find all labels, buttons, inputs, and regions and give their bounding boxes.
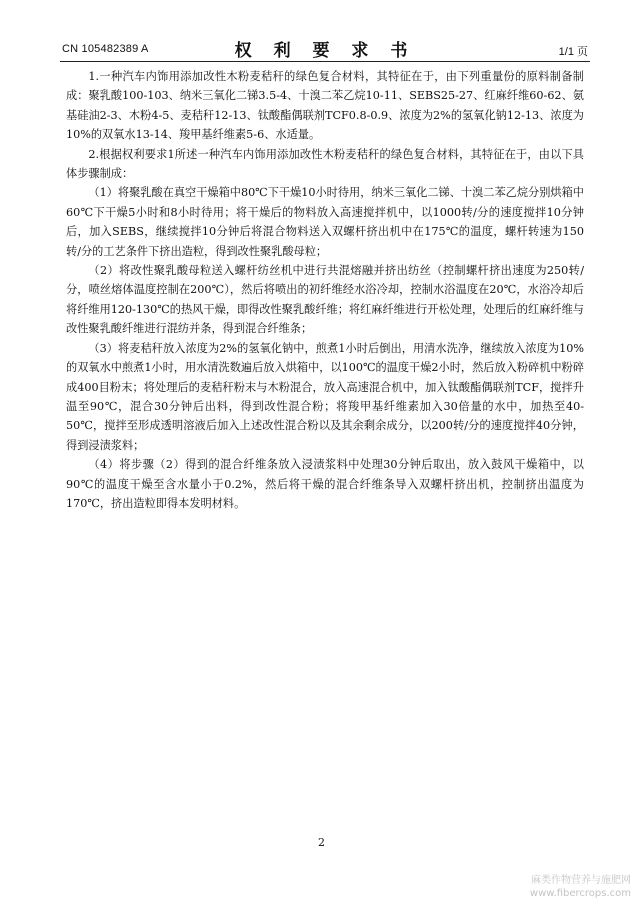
watermark-site-name: 麻类作物营养与施肥网 [531, 875, 631, 886]
page-header [60, 36, 590, 60]
claim-2: 2.根据权利要求1所述一种汽车内饰用添加改性木粉麦秸秆的绿色复合材料，其特征在于，由以下具体步骤制成： [66, 147, 584, 181]
claims-body [66, 67, 584, 513]
publication-number: CN 105482389 A [62, 43, 149, 55]
document-title: 权 利 要 求 书 [234, 41, 416, 61]
watermark-url: www.fibercrops.com [529, 888, 631, 899]
claim-2-step-4: （4）将步骤（2）得到的混合纤维条放入浸渍浆料中处理30分钟后取出，放入鼓风干燥箱中，以90℃的温度干燥至含水量小于0.2%，然后将干燥的混合纤维条导入双螺杆挤出机，控制挤出温度为170℃，挤出造粒即得本发明材料。 [66, 458, 584, 510]
page-count: 1/1 页 [558, 46, 588, 58]
header-divider [60, 61, 590, 62]
watermark [530, 874, 631, 900]
claim-2-step-3: （3）将麦秸秆放入浓度为2%的氢氧化钠中，煎煮1小时后倒出，用清水洗净，继续放入浓度为10%的双氧水中煎煮1小时，用水清洗数遍后放入烘箱中，以100℃的温度干燥2小时，然后放入粉碎机中粉碎成400目粉末；将处理后的麦秸秆粉末与木粉混合，放入高速混合机中，加入钛酸酯偶联剂TCF，搅拌升温至90℃，混合30分钟后出料，得到改性混合粉；将羧甲基纤维素加入30倍量的水中，加热至40-50℃，搅拌至形成透明溶液后加入上述改性混合粉以及其余剩余成分，以200转/分的速度搅拌40分钟，得到浸渍浆料； [66, 341, 584, 452]
claim-2-step-2: （2）将改性聚乳酸母粒送入螺杆纺丝机中进行共混熔融并挤出纺丝（控制螺杆挤出速度为250转/分，喷丝熔体温度控制在200℃），然后将喷出的初纤维经水浴冷却，控制水浴温度在20℃，水浴冷却后将纤维用120-130℃的热风干燥，即得改性聚乳酸纤维；将红麻纤维进行开松处理，处理后的红麻纤维与改性聚乳酸纤维进行混纺并条，得到混合纤维条； [66, 264, 584, 336]
page-number: 2 [318, 836, 325, 849]
claim-2-step-1: （1）将聚乳酸在真空干燥箱中80℃下干燥10小时待用，纳米三氧化二锑、十溴二苯乙烷分别烘箱中60℃下干燥5小时和8小时待用；将干燥后的物料放入高速搅拌机中，以1000转/分的速度搅拌10分钟后，加入SEBS，继续搅拌10分钟后将混合物料送入双螺杆挤出机中在175℃的温度，螺杆转速为150转/分的工艺条件下挤出造粒，得到改性聚乳酸母粒； [66, 186, 584, 258]
claim-1: 1.一种汽车内饰用添加改性木粉麦秸秆的绿色复合材料，其特征在于，由下列重量份的原料制备制成：聚乳酸100-103、纳米三氧化二锑3.5-4、十溴二苯乙烷10-11、SEBS25-27、红麻纤维60-62、氨基硅油2-3、木粉4-5、麦秸秆12-13、钛酸酯偶联剂TCF0.8-0.9、浓度为2%的氢氧化钠12-13、浓度为10%的双氧水13-14、羧甲基纤维素5-6、水适量。 [66, 70, 584, 142]
